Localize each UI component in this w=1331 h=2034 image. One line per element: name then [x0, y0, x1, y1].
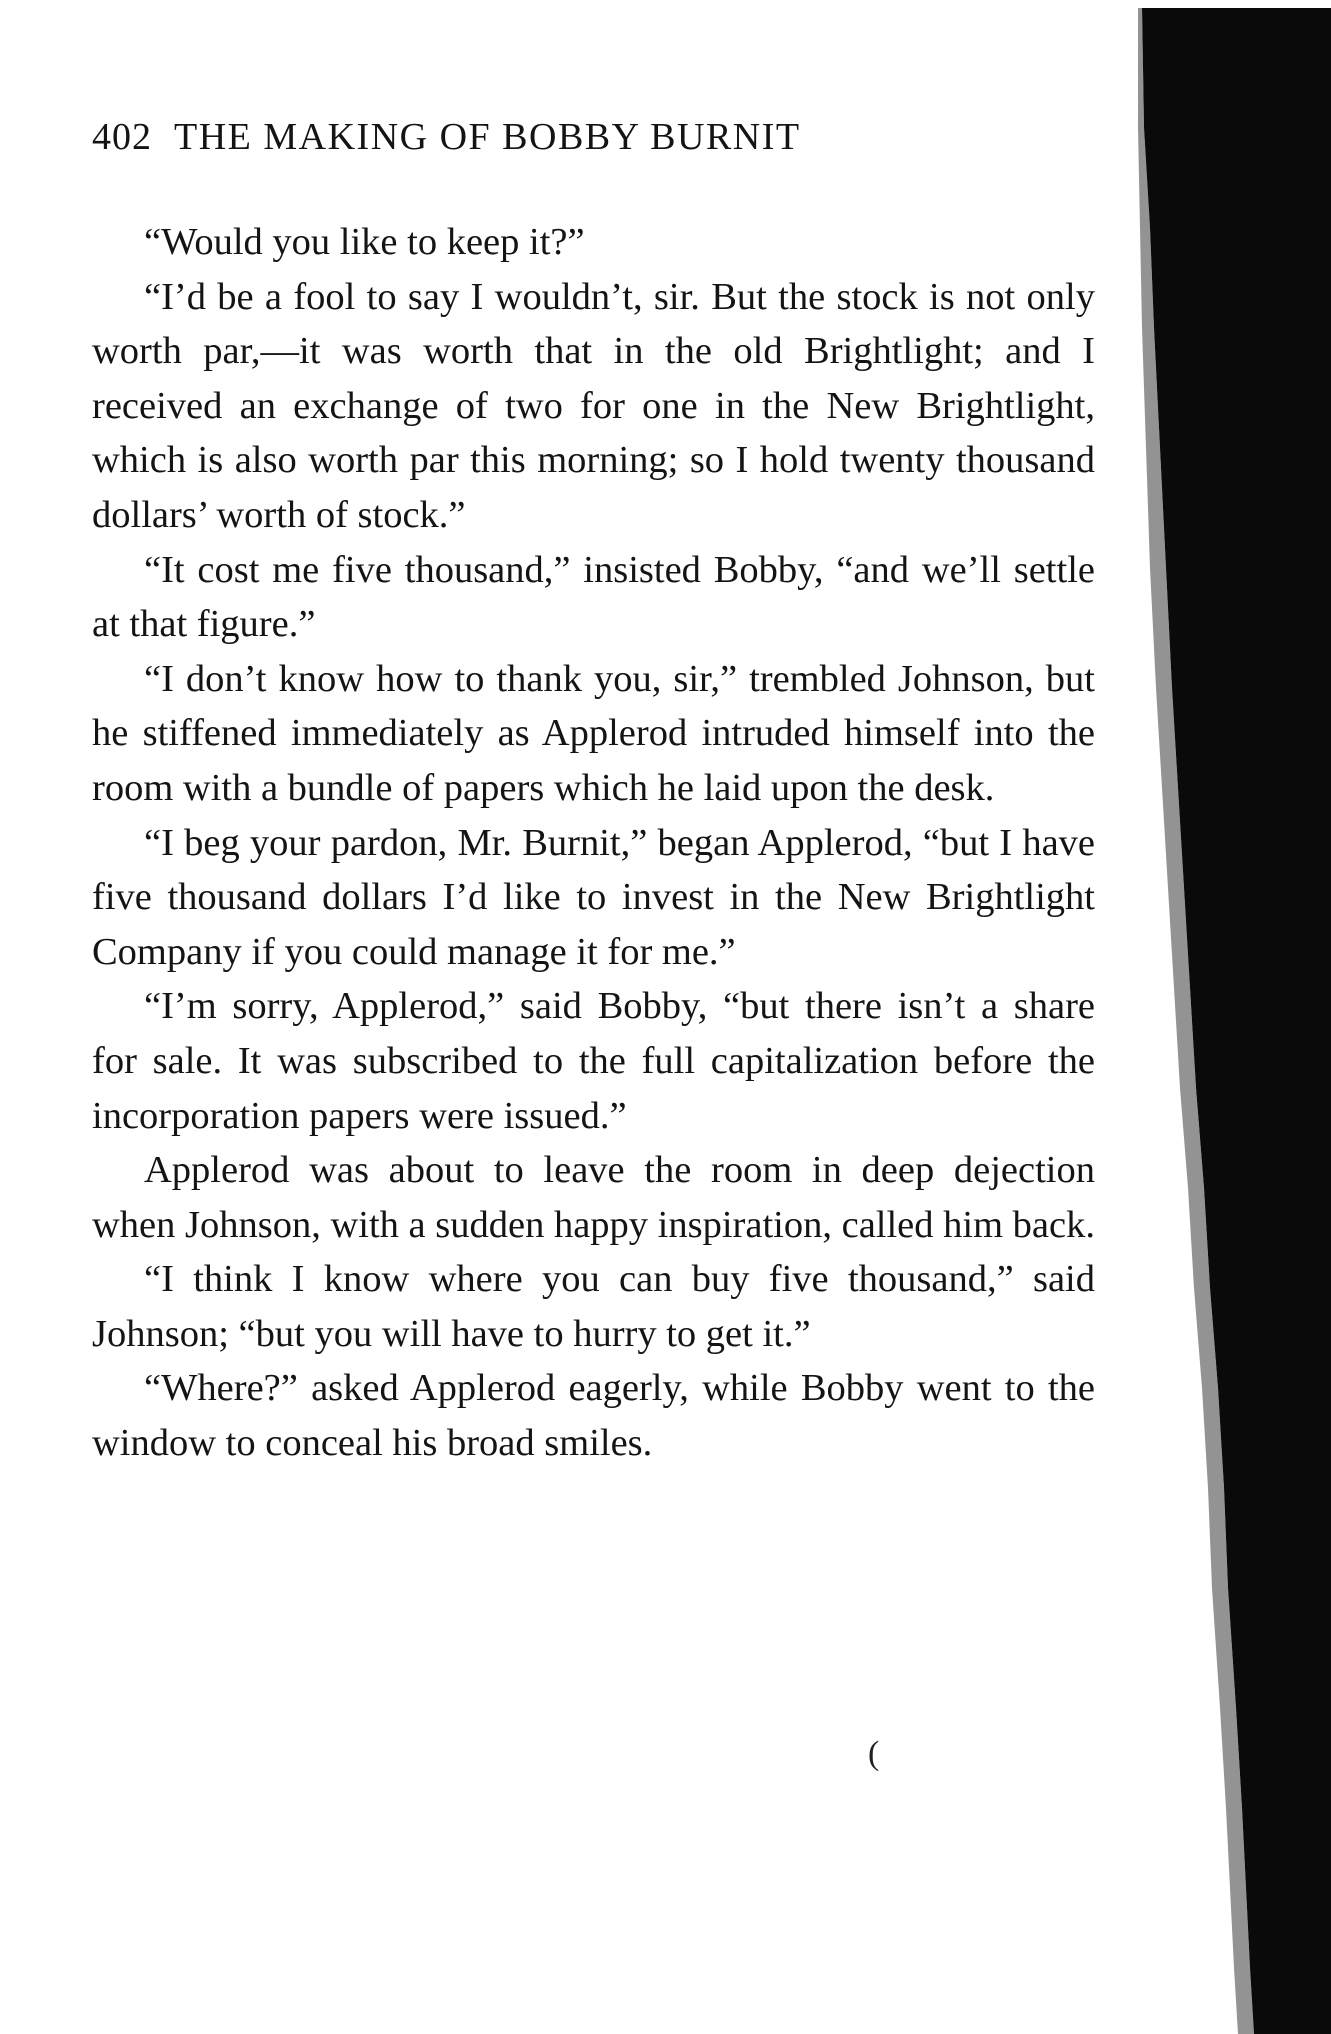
paragraph: “I’m sorry, Applerod,” said Bobby, “but there isn’t a share for sale. It was subscribed to the full capitalization before the incorporation papers were issued.”	[92, 985, 1095, 1137]
paragraph: “I beg your pardon, Mr. Burnit,” began Applerod, “but I have five thousand dollars I’d like to invest in the New Brightlight Company if you could manage it for me.”	[92, 821, 1095, 973]
binding-shadow-edge	[1138, 8, 1254, 2034]
page-number: 402	[92, 116, 152, 158]
paragraph: “It cost me five thousand,” insisted Bobby, “and we’ll settle at that figure.”	[92, 548, 1095, 646]
paragraph: “I think I know where you can buy five thousand,” said Johnson; “but you will have to hurry to get it.”	[92, 1258, 1095, 1355]
body-text	[92, 215, 1095, 1471]
stray-mark: (	[868, 1735, 880, 1772]
binding-shadow	[1138, 8, 1331, 2034]
binding-shadow-shape	[1142, 8, 1331, 2034]
paragraph: “I’d be a fool to say I wouldn’t, sir. But the stock is not only worth par,—it was worth that in the old Brightlight; and I received an exchange of two for one in the New Brightlight, which is also worth par this morning; so I hold twenty thousand dollars’ worth of stock.”	[92, 275, 1095, 536]
paragraph: Applerod was about to leave the room in deep dejection when Johnson, with a sudden happy inspiration, called him back.	[92, 1149, 1095, 1246]
paragraph: “I don’t know how to thank you, sir,” trembled Johnson, but he stiffened immediately as Applerod intruded himself into the room with a bundle of papers which he laid upon the desk.	[92, 657, 1095, 809]
paragraph: “Where?” asked Applerod eagerly, while Bobby went to the window to conceal his broad smiles.	[92, 1367, 1095, 1465]
page-header	[92, 115, 801, 159]
running-title: THE MAKING OF BOBBY BURNIT	[174, 116, 801, 158]
paragraph: “Would you like to keep it?”	[144, 221, 585, 263]
